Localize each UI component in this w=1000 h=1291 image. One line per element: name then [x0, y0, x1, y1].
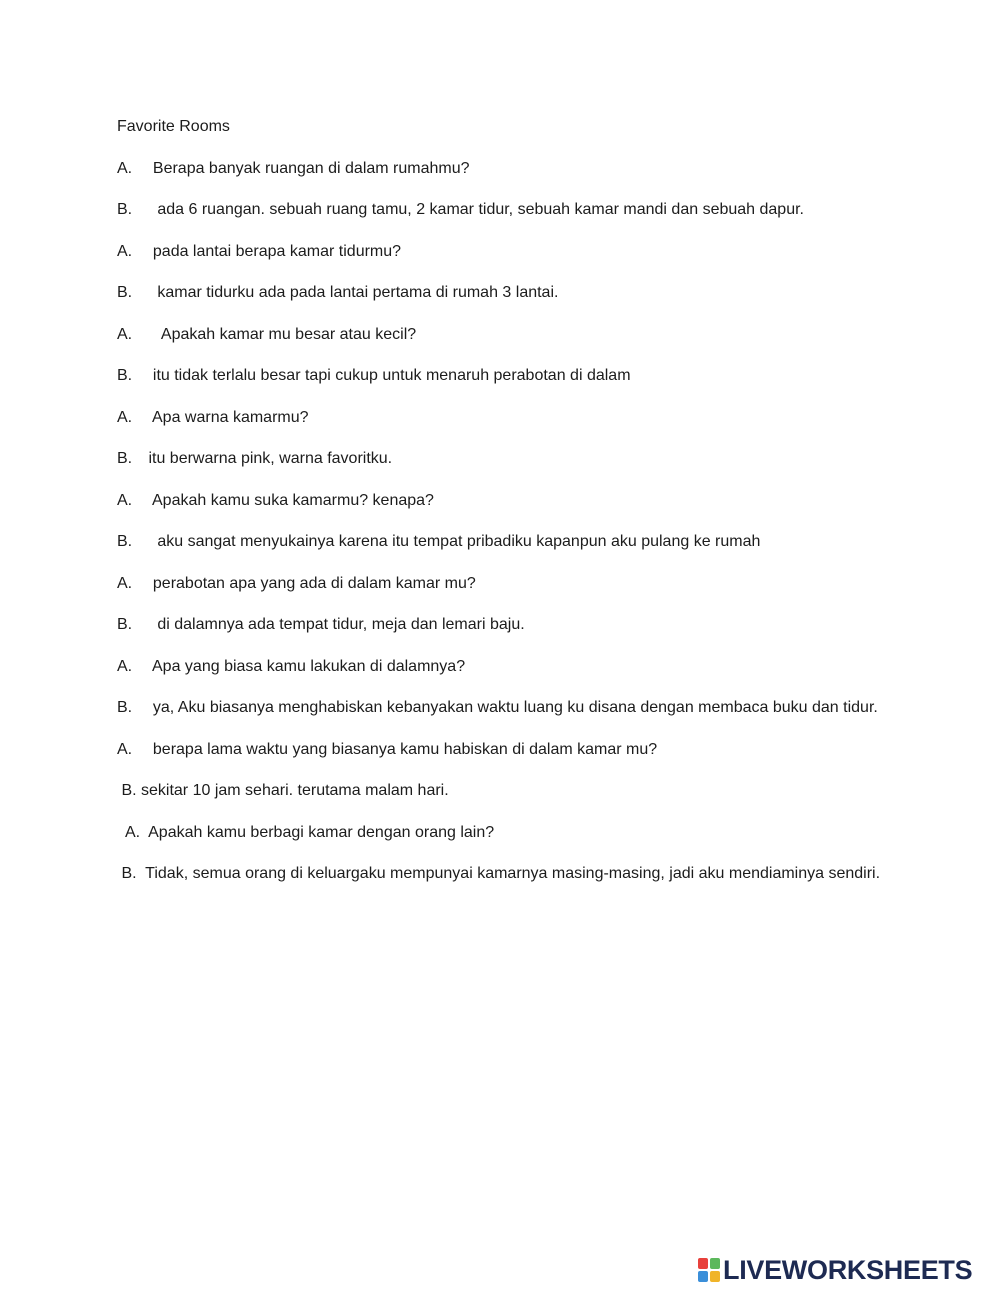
dialogue-line [117, 573, 897, 595]
dialogue-content [117, 116, 897, 907]
line-text: Apakah kamu suka kamarmu? kenapa? [144, 491, 434, 509]
speaker-label: A. [117, 491, 133, 509]
line-text: pada lantai berapa kamar tidurmu? [144, 242, 402, 260]
line-text: kamar tidurku ada pada lantai pertama di rumah 3 lantai. [144, 284, 559, 301]
line-text: itu berwarna pink, warna favoritku. [144, 450, 393, 467]
line-text: Berapa banyak ruangan di dalam rumahmu? [144, 159, 470, 177]
document-title: Favorite Rooms [117, 118, 230, 135]
line-text: Apa yang biasa kamu lakukan di dalamnya? [144, 657, 466, 675]
dialogue-line [117, 531, 897, 553]
line-text: B. Tidak, semua orang di keluargaku mempunyai kamarnya masing-masing, jadi aku mendiaminya sendiri. [117, 865, 881, 882]
dialogue-line [117, 614, 897, 636]
speaker-label: A. [117, 242, 133, 260]
dialogue-line [117, 158, 897, 180]
dialogue-line [117, 199, 897, 221]
speaker-label: A. [117, 159, 133, 177]
dialogue-line [117, 282, 897, 304]
speaker-label: A. [117, 408, 133, 426]
liveworksheets-mark-icon [697, 1257, 721, 1283]
speaker-label: B. [117, 533, 133, 550]
dialogue-line [117, 324, 897, 346]
line-text: ada 6 ruangan. sebuah ruang tamu, 2 kamar tidur, sebuah kamar mandi dan sebuah dapur. [144, 201, 804, 218]
mark-tile-yellow [710, 1271, 720, 1282]
speaker-label: A. [117, 574, 133, 592]
speaker-label: B. [117, 367, 133, 384]
speaker-label: B. [117, 284, 133, 301]
dialogue-line [117, 241, 897, 263]
line-text: itu tidak terlalu besar tapi cukup untuk menaruh perabotan di dalam [144, 367, 631, 384]
line-text: Apa warna kamarmu? [144, 408, 309, 426]
speaker-label: B. [117, 450, 133, 467]
dialogue-lines [117, 158, 897, 888]
mark-tile-blue [698, 1271, 708, 1282]
dialogue-line [117, 407, 897, 429]
speaker-label: B. [117, 201, 133, 218]
speaker-label: B. [117, 616, 133, 633]
speaker-label: A. [117, 657, 133, 675]
liveworksheets-logo [697, 1255, 972, 1285]
mark-tile-red [698, 1258, 708, 1269]
speaker-label: B. [117, 699, 133, 716]
line-text: ya, Aku biasanya menghabiskan kebanyakan waktu luang ku disana dengan membaca buku dan tidur. [144, 699, 878, 716]
line-text: B. sekitar 10 jam sehari. terutama malam hari. [117, 782, 449, 799]
line-text: A. Apakah kamu berbagi kamar dengan orang lain? [117, 823, 495, 841]
dialogue-line [117, 448, 897, 470]
dialogue-line [117, 697, 897, 719]
speaker-label: A. [117, 740, 133, 758]
logo-text: LIVEWORKSHEETS [723, 1255, 973, 1285]
mark-tile-green [710, 1258, 720, 1269]
speaker-label: A. [117, 325, 133, 343]
dialogue-line [117, 822, 897, 844]
line-text: di dalamnya ada tempat tidur, meja dan lemari baju. [144, 616, 525, 633]
dialogue-line [117, 861, 897, 887]
dialogue-line [117, 656, 897, 678]
line-text: berapa lama waktu yang biasanya kamu habiskan di dalam kamar mu? [144, 740, 658, 758]
dialogue-line [117, 739, 897, 761]
dialogue-line [117, 780, 897, 802]
dialogue-line [117, 365, 897, 387]
line-text: Apakah kamar mu besar atau kecil? [144, 325, 417, 343]
line-text: aku sangat menyukainya karena itu tempat pribadiku kapanpun aku pulang ke rumah [144, 533, 761, 550]
dialogue-line [117, 490, 897, 512]
line-text: perabotan apa yang ada di dalam kamar mu? [144, 574, 476, 592]
